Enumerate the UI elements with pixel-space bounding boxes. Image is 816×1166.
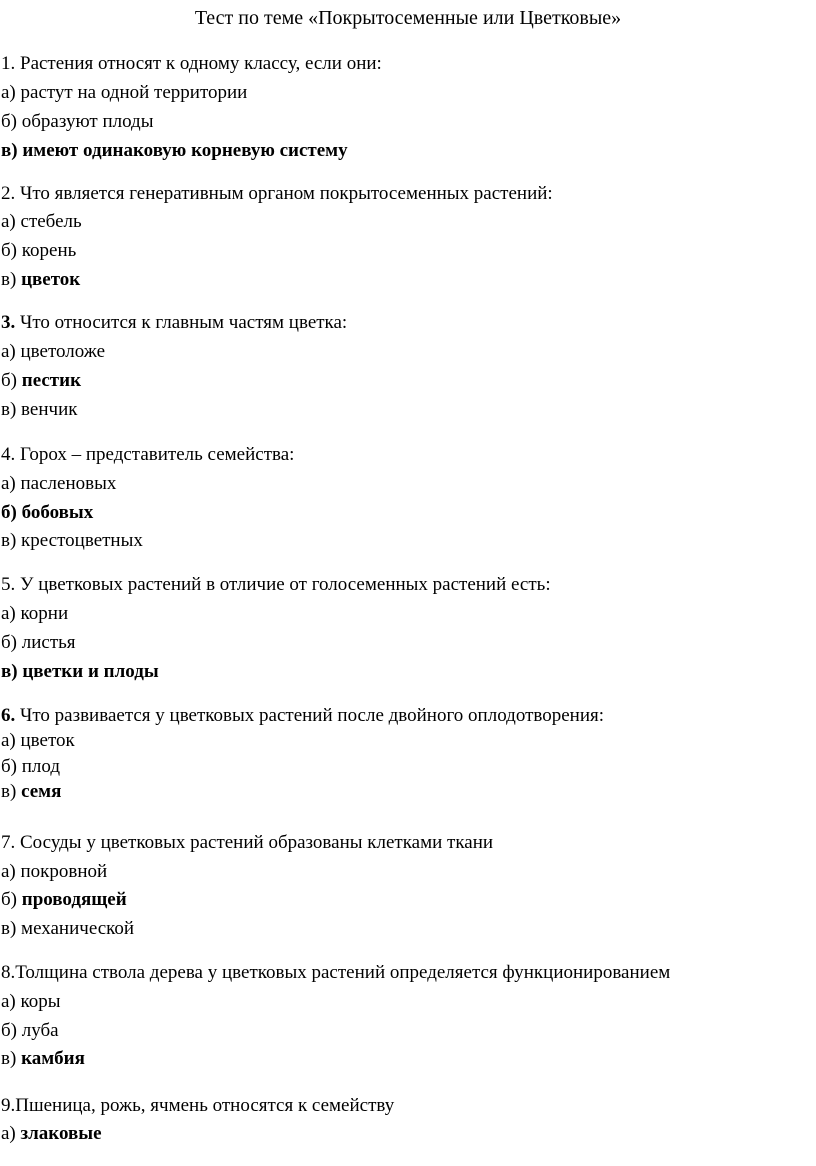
question-2-number: 2. <box>1 183 16 204</box>
question-4 <box>1 443 294 467</box>
question-7-text: Сосуды у цветковых растений образованы клетками ткани <box>15 832 494 853</box>
question-2 <box>1 182 553 206</box>
question-9-number: 9. <box>1 1095 16 1116</box>
correct-answer: камбия <box>21 1048 85 1069</box>
page-title: Тест по теме «Покрытосеменные или Цветковые» <box>194 7 622 29</box>
question-3-number: 3. <box>1 312 16 333</box>
question-1 <box>1 52 382 76</box>
correct-answer: семя <box>21 781 62 802</box>
question-3-option-b-correct: б) пестик <box>1 370 82 391</box>
question-1-number: 1. <box>1 53 16 74</box>
question-3-option-a: а) цветоложе <box>1 341 106 362</box>
question-7-option-c: в) механической <box>1 918 135 939</box>
question-4-text: Горох – представитель семейства: <box>15 444 295 465</box>
correct-answer: цветок <box>21 269 81 290</box>
question-6-number: 6. <box>1 705 16 726</box>
question-6-option-b: б) плод <box>1 756 61 777</box>
question-6-text: Что развивается у цветковых растений после двойного оплодотворения: <box>15 705 604 726</box>
correct-answer: проводящей <box>21 889 127 910</box>
correct-answer: пестик <box>21 370 82 391</box>
question-8 <box>1 961 670 985</box>
question-4-option-a: а) пасленовых <box>1 473 117 494</box>
question-5-text: У цветковых растений в отличие от голосеменных растений есть: <box>15 574 551 595</box>
question-4-option-c: в) крестоцветных <box>1 530 143 551</box>
correct-answer: злаковые <box>20 1123 102 1144</box>
question-2-option-b: б) корень <box>1 240 77 261</box>
question-1-option-b: б) образуют плоды <box>1 111 154 132</box>
question-6 <box>1 704 604 728</box>
question-6-option-a: а) цветок <box>1 730 75 751</box>
question-8-option-c-correct: в) камбия <box>1 1048 85 1069</box>
question-9-text: Пшеница, рожь, ячмень относятся к семейству <box>15 1095 395 1116</box>
question-1-option-c-correct: в) имеют одинаковую корневую систему <box>1 140 348 161</box>
question-2-text: Что является генеративным органом покрытосеменных растений: <box>15 183 553 204</box>
question-7 <box>1 831 493 855</box>
question-2-option-a: а) стебель <box>1 211 82 232</box>
question-3-text: Что относится к главным частям цветка: <box>15 312 348 333</box>
question-6-option-c-correct: в) семя <box>1 781 62 802</box>
question-5-option-b: б) листья <box>1 632 76 653</box>
question-2-option-c-correct: в) цветок <box>1 269 81 290</box>
question-8-text: Толщина ствола дерева у цветковых растений определяется функционированием <box>15 962 671 983</box>
question-8-option-a: а) коры <box>1 991 61 1012</box>
question-4-option-b-correct: б) бобовых <box>1 502 94 523</box>
question-9-option-a-correct: а) злаковые <box>1 1123 102 1144</box>
question-3 <box>1 311 347 335</box>
question-9 <box>1 1094 394 1118</box>
question-7-option-b-correct: б) проводящей <box>1 889 127 910</box>
question-8-option-b: б) луба <box>1 1020 59 1041</box>
question-7-number: 7. <box>1 832 16 853</box>
question-5-option-a: а) корни <box>1 603 69 624</box>
question-3-option-c: в) венчик <box>1 399 78 420</box>
question-1-option-a: а) растут на одной территории <box>1 82 248 103</box>
question-5-option-c-correct: в) цветки и плоды <box>1 661 159 682</box>
question-5-number: 5. <box>1 574 16 595</box>
question-8-number: 8. <box>1 962 16 983</box>
question-5 <box>1 573 551 597</box>
question-7-option-a: а) покровной <box>1 861 108 882</box>
question-1-text: Растения относят к одному классу, если они: <box>15 53 382 74</box>
question-4-number: 4. <box>1 444 16 465</box>
